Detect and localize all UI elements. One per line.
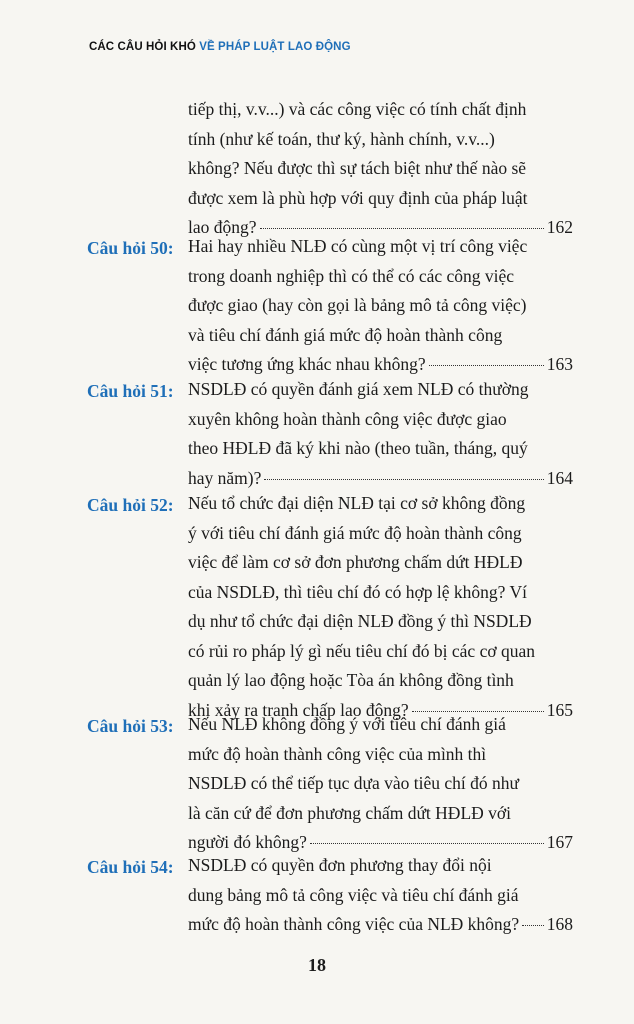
question-label: Câu hỏi 51: [87,381,174,401]
text-line: theo HĐLĐ đã ký khi nào (theo tuần, tháng, quý [188,438,528,458]
running-header-part2: VỀ PHÁP LUẬT LAO ĐỘNG [199,41,351,53]
page-reference: 163 [546,354,573,374]
text-line: xuyên không hoàn thành công việc được giao [188,408,507,429]
question-label: Câu hỏi 50: [87,238,174,258]
entry-text [188,489,573,725]
text-line: mức độ hoàn thành công việc của mình thì [188,743,487,764]
page-number: 18 [308,955,326,975]
running-header [89,41,351,53]
page-reference: 164 [546,467,573,488]
text-line: việc để làm cơ sở đơn phương chấm dứt HĐLĐ [188,552,523,572]
page-reference: 165 [546,699,573,720]
entry-text [188,95,573,243]
text-line: không? Nếu được thì sự tách biệt như thế nào sẽ [188,158,527,178]
page-reference: 167 [546,832,573,852]
dot-leader [264,479,543,480]
text-line: dung bảng mô tả công việc và tiêu chí đánh giá [188,884,519,905]
text-line: tiếp thị, v.v...) và các công việc có tính chất định [188,99,527,119]
entry-text [188,851,573,940]
text-line: Nếu tổ chức đại diện NLĐ tại cơ sở không đồng [188,493,526,513]
text-line: NSDLĐ có thể tiếp tục dựa vào tiêu chí đó như [188,773,519,793]
entry-text [188,710,573,858]
text-line: là căn cứ để đơn phương chấm dứt HĐLĐ với [188,802,512,823]
text-line: ý với tiêu chí đánh giá mức độ hoàn thành công [188,522,522,543]
text-line: tính (như kế toán, thư ký, hành chính, v.v...) [188,128,495,149]
text-line: mức độ hoàn thành công việc của NLĐ không? [188,914,520,934]
page-reference: 162 [546,217,573,237]
text-line: có rủi ro pháp lý gì nếu tiêu chí đó bị các cơ quan [188,640,535,661]
question-label: Câu hỏi 54: [87,857,174,877]
question-label: Câu hỏi 52: [87,495,174,515]
question-label: Câu hỏi 53: [87,716,174,736]
text-line: trong doanh nghiệp thì có thể có các công việc [188,265,515,286]
text-line: lao động? [188,217,257,237]
dot-leader [260,228,544,229]
text-line: Hai hay nhiều NLĐ có cùng một vị trí công việc [188,236,528,256]
text-line: quản lý lao động hoặc Tòa án không đồng tình [188,670,514,690]
dot-leader [429,365,544,366]
text-line: hay năm)? [188,467,262,488]
text-line: được xem là phù hợp với quy định của pháp luật [188,187,528,208]
text-line: của NSDLĐ, thì tiêu chí đó có hợp lệ không? Ví [188,581,527,602]
text-line: NSDLĐ có quyền đơn phương thay đổi nội [188,855,492,875]
page-reference: 168 [546,914,573,934]
leader-line [188,910,573,940]
running-header-part1: CÁC CÂU HỎI KHÓ [89,41,196,53]
text-line: NSDLĐ có quyền đánh giá xem NLĐ có thường [188,379,529,399]
text-line: khi xảy ra tranh chấp lao động? [188,699,409,720]
text-line: người đó không? [188,832,307,852]
text-line: việc tương ứng khác nhau không? [188,354,426,374]
text-line: Nếu NLĐ không đồng ý với tiêu chí đánh giá [188,714,506,734]
entry-text [188,375,573,493]
text-line: dụ như tổ chức đại diện NLĐ đồng ý thì NSDLĐ [188,611,532,631]
dot-leader [310,843,544,844]
text-line: được giao (hay còn gọi là bảng mô tả công việc) [188,295,527,315]
text-line: và tiêu chí đánh giá mức độ hoàn thành công [188,324,503,345]
entry-text [188,232,573,380]
dot-leader [522,925,544,926]
